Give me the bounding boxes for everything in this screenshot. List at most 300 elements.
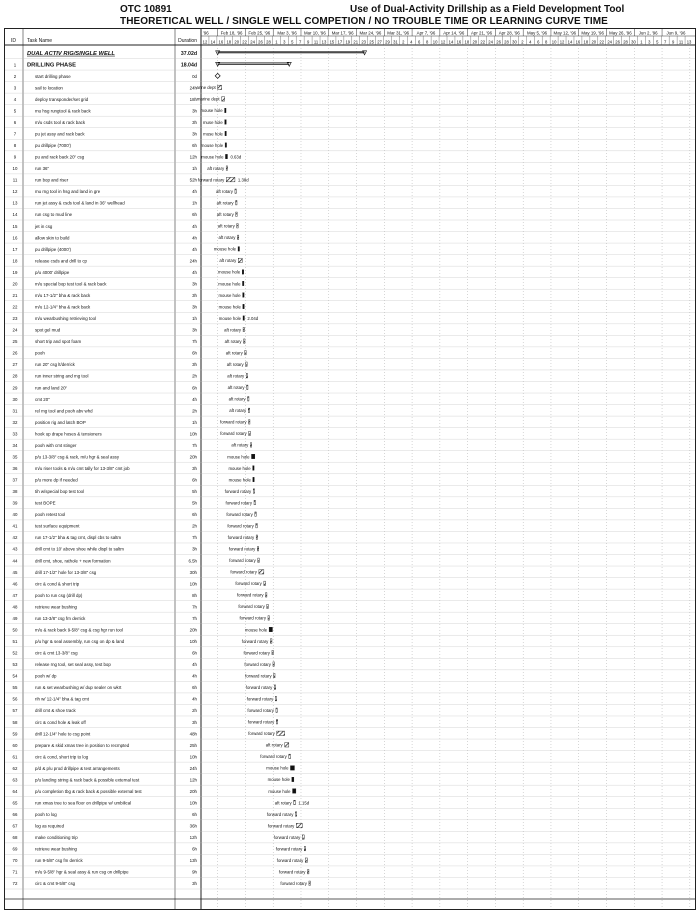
task-duration: 7h xyxy=(192,442,197,448)
task-id: 59 xyxy=(12,731,18,737)
day-label: 5 xyxy=(291,39,294,45)
task-id: 9 xyxy=(13,154,17,160)
resource-label: muse hole xyxy=(203,131,223,137)
task-id: 35 xyxy=(12,454,18,460)
resource-label: forward rotary xyxy=(236,592,264,598)
day-label: 8 xyxy=(545,39,548,45)
table-row xyxy=(5,51,695,59)
table-row xyxy=(5,754,695,762)
task-bar xyxy=(226,166,227,170)
task-bar xyxy=(238,258,242,262)
task-bar xyxy=(294,800,296,804)
task-name: pooh to run csg (drill dp) xyxy=(35,592,83,598)
task-bar xyxy=(295,812,296,816)
task-bar xyxy=(270,639,272,643)
task-name: run 36" xyxy=(35,166,50,172)
task-bar xyxy=(243,293,244,297)
task-name: release csds and drill to cp xyxy=(35,258,87,264)
task-duration: 1h xyxy=(192,200,197,206)
day-label: 12 xyxy=(559,39,565,45)
task-duration: 10h xyxy=(189,639,197,645)
table-row xyxy=(5,535,695,543)
task-name: start drilling phase xyxy=(35,73,71,79)
resource-label: forward rotary xyxy=(247,708,274,714)
table-row xyxy=(5,477,695,485)
resource-label: forward rotary xyxy=(224,488,252,494)
task-bar xyxy=(236,212,237,216)
task-name: circ & cond & short trip xyxy=(35,581,80,587)
table-row xyxy=(5,73,695,81)
task-name: rel mg tool and pooh abv whd xyxy=(35,408,93,414)
day-label: 20 xyxy=(234,39,240,45)
resource-label: aft rotary xyxy=(219,258,237,264)
task-name: prepare & skid xmas tree in position to recmpted xyxy=(35,742,130,748)
resource-label: mouse hole xyxy=(200,108,223,114)
task-duration: 20h xyxy=(189,454,197,460)
task-id: 56 xyxy=(12,696,18,702)
task-duration: 13h xyxy=(189,858,197,864)
day-label: 13 xyxy=(321,39,327,45)
task-id: 27 xyxy=(12,362,18,368)
table-row xyxy=(5,881,695,889)
table-row xyxy=(5,800,695,808)
task-id: 61 xyxy=(12,754,18,760)
task-duration: 3h xyxy=(192,719,197,725)
task-id: 57 xyxy=(12,708,18,714)
task-name: p/u 4000' drillpipe xyxy=(35,269,70,275)
task-name: test surface equipment xyxy=(35,523,80,529)
task-id: 5 xyxy=(13,108,17,114)
task-name: p/u landing string & rack back & possible external test xyxy=(35,777,140,783)
task-id: 43 xyxy=(12,546,18,552)
task-name: log as required xyxy=(35,823,65,829)
week-label: May 5, '96 xyxy=(527,30,548,36)
task-duration: 3h xyxy=(192,362,197,368)
resource-label: forward rotary xyxy=(276,857,304,863)
task-id: 2 xyxy=(13,73,17,79)
resource-label: forward rotary xyxy=(228,546,256,552)
task-id: 42 xyxy=(12,535,18,541)
task-duration: 12h xyxy=(189,154,197,160)
task-id: 46 xyxy=(12,581,18,587)
table-row xyxy=(5,466,695,474)
week-label: Jun 2, '96 xyxy=(638,30,658,36)
task-id: 23 xyxy=(12,316,18,322)
day-label: 18 xyxy=(583,39,589,45)
day-label: 2 xyxy=(402,39,405,45)
task-name: DRILLING PHASE xyxy=(27,62,76,69)
task-duration: 3h xyxy=(192,281,197,287)
resource-label: aft rotary xyxy=(217,223,235,229)
task-bar xyxy=(243,281,244,285)
task-duration: 24h xyxy=(189,765,197,771)
task-duration: 4h xyxy=(192,662,197,668)
task-id: 22 xyxy=(12,304,18,310)
task-name: run & set wearbushing w/ dup sealer on wkrt xyxy=(35,685,122,691)
task-bar xyxy=(218,85,222,89)
task-id: 51 xyxy=(12,639,18,645)
task-name: pu and rack back 20" csg xyxy=(35,154,85,160)
resource-label: mouse hole xyxy=(218,281,241,287)
day-label: 3 xyxy=(648,39,651,45)
task-duration: 6h xyxy=(192,685,197,691)
task-duration: 3h xyxy=(192,546,197,552)
task-bar xyxy=(272,650,273,654)
table-row xyxy=(5,489,695,497)
table-row xyxy=(5,766,695,774)
task-id: 34 xyxy=(12,442,18,448)
task-duration: 3h xyxy=(192,292,197,298)
task-id: 50 xyxy=(12,627,18,633)
task-id: 41 xyxy=(12,523,18,529)
table-row xyxy=(5,593,695,601)
task-bar xyxy=(274,673,275,677)
day-label: 10 xyxy=(551,39,557,45)
task-bar xyxy=(249,420,250,424)
task-duration: 6h xyxy=(192,350,197,356)
task-id: 69 xyxy=(12,846,18,852)
task-id: 67 xyxy=(12,823,18,829)
task-duration: 4h xyxy=(192,673,197,679)
task-duration: 3h xyxy=(192,304,197,310)
task-id: 45 xyxy=(12,569,18,575)
week-label: Apr 28, '96 xyxy=(498,30,520,36)
task-bar xyxy=(248,397,249,401)
resource-label: forward rotary xyxy=(248,731,275,737)
task-bar xyxy=(309,881,310,885)
task-duration: 3h xyxy=(192,119,197,125)
task-duration: 4h xyxy=(192,235,197,241)
resource-label: aft rotary xyxy=(225,350,243,356)
task-bar xyxy=(307,869,308,873)
table-row xyxy=(5,420,695,428)
task-name: pooh to log xyxy=(35,812,57,818)
task-duration: 20h xyxy=(189,627,197,633)
task-name: hook up drape hoses & tensioners xyxy=(35,431,102,437)
day-label: 22 xyxy=(480,39,486,45)
task-duration: 24h xyxy=(189,85,197,91)
task-id: 38 xyxy=(12,489,18,495)
resource-label: forward rotary xyxy=(241,638,269,644)
task-duration: 12h xyxy=(189,835,197,841)
task-bar xyxy=(243,304,244,308)
resource-label: aft rotary xyxy=(227,373,245,379)
table-row xyxy=(5,304,695,312)
task-bar xyxy=(225,120,226,124)
task-id: 4 xyxy=(13,96,17,102)
task-bar xyxy=(275,696,276,700)
table-row xyxy=(5,616,695,624)
day-label: 17 xyxy=(337,39,343,45)
week-label: Mar 10, '96 xyxy=(303,30,326,36)
task-id: 60 xyxy=(12,742,18,748)
task-name: circ & cond, short trip to log xyxy=(35,754,89,760)
task-id: 7 xyxy=(13,131,17,137)
table-row xyxy=(5,212,695,220)
task-duration: 3h xyxy=(192,466,197,471)
task-id: 63 xyxy=(12,777,18,783)
task-bar xyxy=(258,558,259,562)
resource-label: forward rotary xyxy=(267,823,295,829)
task-bar xyxy=(253,477,254,481)
day-label: 6 xyxy=(418,39,421,45)
task-duration: 0d xyxy=(192,73,197,79)
table-row xyxy=(5,869,695,877)
task-duration: 10h xyxy=(189,581,197,587)
task-duration: 3h xyxy=(192,108,197,114)
task-id: 70 xyxy=(12,858,18,864)
task-bar xyxy=(225,154,227,158)
table-row xyxy=(5,224,695,232)
day-label: 18 xyxy=(226,39,232,45)
task-bar xyxy=(246,374,247,378)
task-name: run bop and riser xyxy=(35,177,69,183)
task-duration: 20h xyxy=(189,788,197,794)
task-id: 33 xyxy=(12,431,18,437)
table-row xyxy=(5,85,695,93)
task-name: retrieve wear bushing xyxy=(35,604,77,610)
resource-label: marine dept xyxy=(196,96,220,102)
task-id: 64 xyxy=(12,788,18,794)
day-label: 24 xyxy=(488,39,493,45)
task-name: drill 12-1/4" hole to csg point xyxy=(35,731,91,737)
task-name: short trip and spot foam xyxy=(35,339,82,345)
day-label: 18 xyxy=(464,39,470,45)
task-name: mu rng tool in hsg and land in gre xyxy=(35,189,101,195)
table-row xyxy=(5,189,695,197)
resource-label: forward rotary xyxy=(247,719,275,725)
resource-label: mouse hole xyxy=(267,777,290,783)
task-id: 11 xyxy=(12,177,18,183)
task-bar xyxy=(225,131,226,135)
resource-label: mouse hole xyxy=(200,142,224,148)
resource-label: mouse hole xyxy=(228,465,251,471)
gantt-frame xyxy=(4,28,696,910)
week-label: Apr 21, '96 xyxy=(470,30,493,36)
task-duration: 10h xyxy=(189,754,197,760)
table-row xyxy=(5,408,695,416)
table-row xyxy=(5,62,695,70)
table-row xyxy=(5,731,695,739)
table-row xyxy=(5,708,695,716)
task-name: rih w/ 12-1/4" bha & tag cmt xyxy=(35,696,90,702)
resource-label: forward rotary xyxy=(245,684,273,690)
resource-label: mouse hole xyxy=(218,315,242,321)
table-row xyxy=(5,397,695,405)
table-row xyxy=(5,120,695,128)
task-duration: 6h xyxy=(192,212,197,218)
task-duration: 1h xyxy=(192,419,197,425)
day-label: 11 xyxy=(678,39,684,45)
resource-label: forward rotary xyxy=(244,661,271,667)
day-label: 31 xyxy=(393,39,398,45)
day-label: 26 xyxy=(258,39,263,45)
task-bar xyxy=(255,512,256,516)
table-row xyxy=(5,281,695,289)
resource-label: mouse hole xyxy=(244,627,268,633)
resource-label: forward rotary xyxy=(220,431,247,437)
day-label: 6 xyxy=(537,39,540,45)
day-label: 21 xyxy=(353,39,359,45)
task-id: 58 xyxy=(12,719,18,725)
task-duration: 4h xyxy=(192,223,197,229)
task-duration: 2h xyxy=(192,708,197,714)
col-header-id: ID xyxy=(11,38,16,44)
week-label: May 12, '96 xyxy=(553,30,577,36)
day-label: 27 xyxy=(377,39,382,45)
task-duration: 1h xyxy=(192,166,197,172)
task-name: circ & cond hole & leak off xyxy=(35,719,86,725)
resource-label: mouse hole xyxy=(213,246,237,252)
resource-label: forward rotary xyxy=(227,523,254,529)
day-label: 2 xyxy=(521,39,524,45)
day-label: 14 xyxy=(210,39,216,45)
resource-label: forward rotary xyxy=(260,754,287,760)
table-row xyxy=(5,858,695,866)
table-row xyxy=(5,293,695,301)
task-bar xyxy=(248,408,249,412)
table-row xyxy=(5,201,695,209)
task-bar xyxy=(274,685,275,689)
task-id: 54 xyxy=(12,673,18,679)
table-row xyxy=(5,570,695,578)
task-bar xyxy=(292,777,294,781)
task-name: spot gel mud xyxy=(35,327,61,333)
resource-label: forward rotary xyxy=(197,177,225,183)
task-duration: 48h xyxy=(189,731,197,737)
task-name: pooh with cmt stinger xyxy=(35,442,77,448)
table-row xyxy=(5,523,695,531)
day-label: 7 xyxy=(299,39,302,45)
task-name: m/u 9-5/8" hgr & seal assy & run csg on drillpipe xyxy=(35,869,129,875)
task-name: release rng tool, set seal assy, test bop xyxy=(35,662,111,668)
day-label: 8 xyxy=(425,39,429,45)
task-duration: 3h xyxy=(192,881,197,887)
task-duration: 6h xyxy=(192,477,197,483)
resource-label: mouse hole xyxy=(218,304,241,310)
day-label: 12 xyxy=(202,39,208,45)
table-row xyxy=(5,350,695,358)
table-row xyxy=(5,362,695,370)
table-row xyxy=(5,743,695,751)
task-bar xyxy=(273,662,274,666)
table-row xyxy=(5,512,695,520)
task-name: run csg to mud line xyxy=(35,212,73,218)
day-label: 15 xyxy=(329,39,335,45)
task-id: 30 xyxy=(12,396,18,402)
task-duration: 6h xyxy=(192,512,197,518)
day-label: 9 xyxy=(306,39,310,45)
task-name: m/u 12-1/4" bha & rack back xyxy=(35,304,91,310)
task-name: run 13-3/8" csg frn derrick xyxy=(35,615,86,621)
resource-label: mouse hole xyxy=(268,788,291,794)
task-duration: 18.04d xyxy=(180,62,197,69)
table-row xyxy=(5,558,695,566)
task-id: 20 xyxy=(12,281,18,287)
task-name: m/u 17-1/2" bha & rack back xyxy=(35,292,91,298)
task-id: 1 xyxy=(13,62,17,68)
task-name: p/d & p/u prod drillpipe & test arrangements xyxy=(35,765,120,771)
resource-label: forward rotary xyxy=(229,558,256,564)
day-label: 22 xyxy=(242,39,247,45)
task-bar xyxy=(253,466,254,470)
resource-label: mouse hole xyxy=(218,292,241,298)
task-name: retrieve wear bushing xyxy=(35,846,77,852)
resource-label: mouse hole xyxy=(266,765,289,771)
task-name: pu drillpipe (7000') xyxy=(35,143,71,149)
week-label: Mar 17, '96 xyxy=(331,30,354,36)
table-row xyxy=(5,131,695,139)
task-bar xyxy=(222,97,225,101)
day-label: 29 xyxy=(385,39,390,45)
task-bar xyxy=(254,500,255,504)
table-row xyxy=(5,108,695,116)
resource-label: mouse hole xyxy=(227,454,250,460)
task-duration: 5h xyxy=(192,489,197,495)
resource-label: aft rotary xyxy=(228,396,246,402)
task-id: 24 xyxy=(12,327,18,333)
week-label: Mar 24, '96 xyxy=(359,30,382,36)
task-bar xyxy=(245,350,246,354)
day-label: 9 xyxy=(671,39,675,45)
task-id: 13 xyxy=(12,200,18,206)
task-duration: 8h xyxy=(192,592,197,598)
task-id: 25 xyxy=(12,339,18,345)
resource-label: forward rotary xyxy=(238,604,265,610)
task-name: drill cmt to 10' above shoe while displ to saltm xyxy=(35,546,124,552)
week-label: May 19, '96 xyxy=(581,30,604,36)
task-id: 72 xyxy=(12,881,18,887)
task-duration: 6h xyxy=(192,143,197,149)
task-duration: 3h xyxy=(192,327,197,333)
task-name: p/u 13-3/8" csg & rack, m/u hgr & seal assy xyxy=(35,454,120,460)
task-id: 32 xyxy=(12,419,18,425)
week-label: Jun 9, '96 xyxy=(666,30,686,36)
day-label: 28 xyxy=(266,39,271,45)
task-name: pooh retest tool xyxy=(35,512,66,518)
task-id: 48 xyxy=(12,604,18,610)
document-subtitle: THEORETICAL WELL / SINGLE WELL COMPETION / NO TROUBLE TIME OR LEARNING CURVE TIME xyxy=(120,16,608,27)
day-label: 24 xyxy=(607,39,613,45)
task-duration: 10h xyxy=(189,800,197,806)
task-duration: 7h xyxy=(192,535,197,541)
task-id: 8 xyxy=(13,143,17,149)
task-id: 68 xyxy=(12,835,18,841)
table-row xyxy=(5,177,695,185)
resource-label: aft rotary xyxy=(224,338,242,344)
day-label: 14 xyxy=(567,39,573,45)
day-label: 16 xyxy=(575,39,581,45)
day-label: 1 xyxy=(640,39,643,45)
day-label: 22 xyxy=(599,39,605,45)
task-duration: 30h xyxy=(189,569,197,575)
task-name: test BOPE xyxy=(35,500,56,506)
resource-label: forward rotary xyxy=(220,419,247,425)
task-name: run 17-1/2" bha & tag cmt, displ cbs to saltm xyxy=(35,535,121,541)
task-bar xyxy=(269,627,272,631)
task-id: 3 xyxy=(13,85,17,91)
task-duration: 6h xyxy=(192,812,197,818)
resource-label: aft rotary xyxy=(231,442,249,448)
task-duration: 4h xyxy=(192,696,197,702)
resource-label: mouse hole xyxy=(228,477,251,483)
resource-label: forward rotary xyxy=(230,569,257,575)
day-label: 28 xyxy=(623,39,628,45)
task-name: p/u completion tbg & rack back & possible external test xyxy=(35,788,142,794)
resource-label: anne dept xyxy=(196,85,216,91)
table-row xyxy=(5,327,695,335)
table-row xyxy=(5,696,695,704)
